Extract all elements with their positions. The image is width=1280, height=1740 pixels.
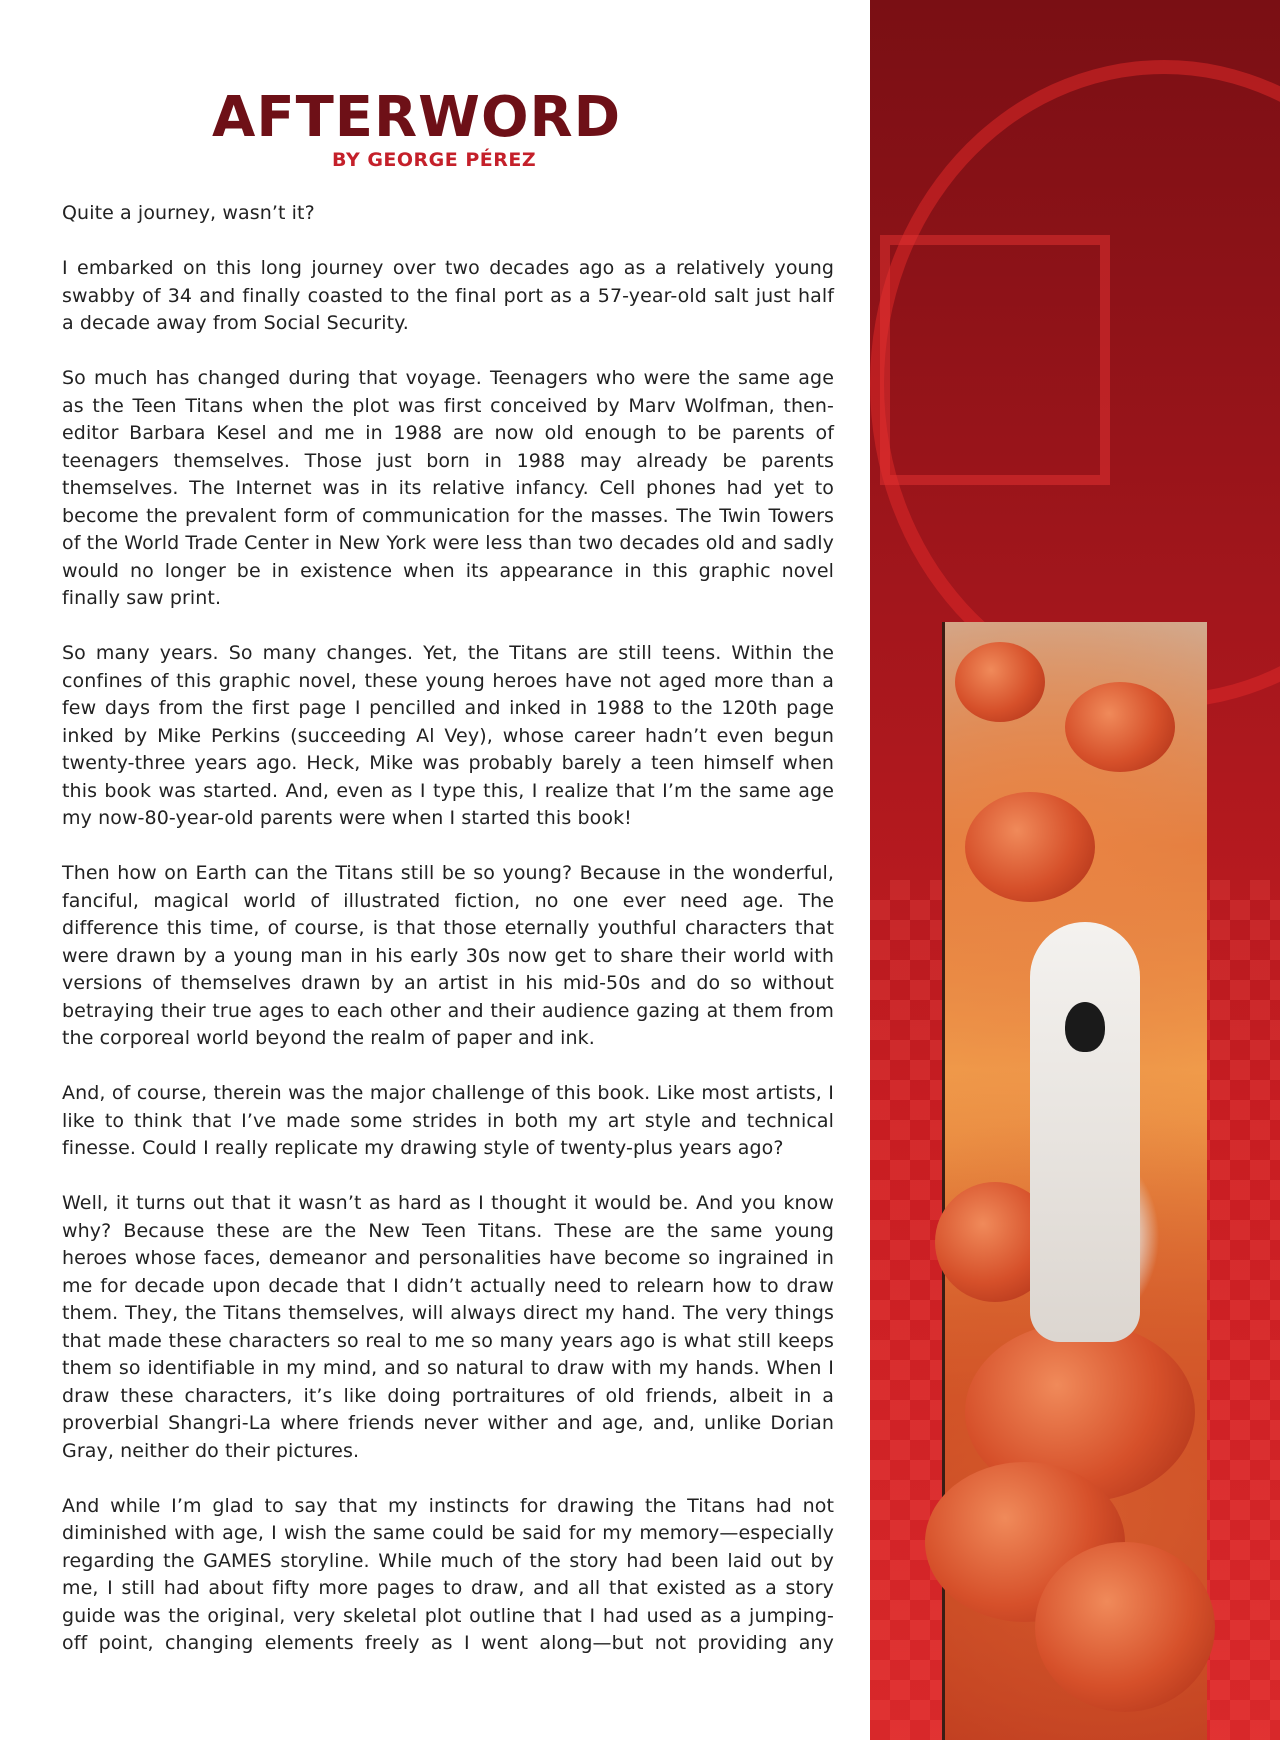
paragraph: Well, it turns out that it wasn’t as hard as I thought it would be. And you know why? Because these are the New Teen Titans. These are the same young heroes whose faces, demeanor and personalities have become so ingrained in me for decade upon decade that I didn’t actually need to relearn how to draw them. They, the Titans themselves, will always direct my hand. The very things that made these characters so real to me so many years ago is what still keeps them so identifiable in my mind, and so natural to draw with my hands. When I draw these characters, it’s like doing portraitures of old friends, albeit in a proverbial Shangri-La where friends never wither and age, and, unlike Dorian Gray, neither do their pictures. <box>62 1192 834 1462</box>
article-body <box>62 200 834 1685</box>
paragraph: And, of course, therein was the major challenge of this book. Like most artists, I like to think that I’ve made some strides in both my art style and technical finesse. Could I really replicate my drawing style of twenty-plus years ago? <box>62 1082 834 1159</box>
paragraph: Then how on Earth can the Titans still be so young? Because in the wonderful, fanciful, magical world of illustrated fiction, no one ever need age. The difference this time, of course, is that those eternally youthful characters that were drawn by a young man in his early 30s now get to share their world with versions of themselves drawn by an artist in his mid-50s and do so without betraying their true ages to each other and their audience gazing at them from the corporeal world beyond the realm of paper and ink. <box>62 862 834 1049</box>
comic-illustration <box>942 622 1207 1740</box>
author-byline: BY GEORGE PÉREZ <box>332 149 537 171</box>
paragraph: I embarked on this long journey over two decades ago as a relatively young swabby of 34 and finally coasted to the final port as a 57-year-old salt just half a decade away from Social Security. <box>62 257 834 334</box>
smoke-cloud <box>1035 1542 1215 1712</box>
cloaked-figure <box>1030 922 1140 1342</box>
smoke-cloud <box>1065 682 1175 772</box>
paragraph: So many years. So many changes. Yet, the Titans are still teens. Within the confines of this graphic novel, these young heroes have not aged more than a few days from the first page I pencilled and inked in 1988 to the 120th page inked by Mike Perkins (succeeding Al Vey), whose career hadn’t even begun twenty-three years ago. Heck, Mike was probably barely a teen himself when this book was started. And, even as I type this, I realize that I’m the same age my now-80-year-old parents were when I started this book! <box>62 642 834 829</box>
article-column <box>62 0 834 1740</box>
paragraph: So much has changed during that voyage. Teenagers who were the same age as the Teen Titans when the plot was first conceived by Marv Wolfman, then-editor Barbara Kesel and me in 1988 are now old enough to be parents of teenagers themselves. Those just born in 1988 may already be parents themselves. The Internet was in its relative infancy. Cell phones had yet to become the prevalent form of communication for the masses. The Twin Towers of the World Trade Center in New York were less than two decades old and sadly would no longer be in existence when its appearance in this graphic novel finally saw print. <box>62 367 834 609</box>
decorative-square <box>880 235 1110 485</box>
paragraph: And while I’m glad to say that my instincts for drawing the Titans had not diminished with age, I wish the same could be said for my memory—especially regarding the GAMES storyline. While much of the story had been laid out by me, I still had about fifty more pages to draw, and all that existed as a story guide was the original, very skeletal plot outline that I had used as a jumping-off point, changing elements freely as I went along—but not providing any <box>62 1494 834 1654</box>
hood-opening <box>1065 1002 1105 1052</box>
page-title: AFTERWORD <box>212 85 622 150</box>
smoke-cloud <box>955 642 1045 722</box>
smoke-cloud <box>965 792 1095 902</box>
paragraph: Quite a journey, wasn’t it? <box>62 202 315 224</box>
